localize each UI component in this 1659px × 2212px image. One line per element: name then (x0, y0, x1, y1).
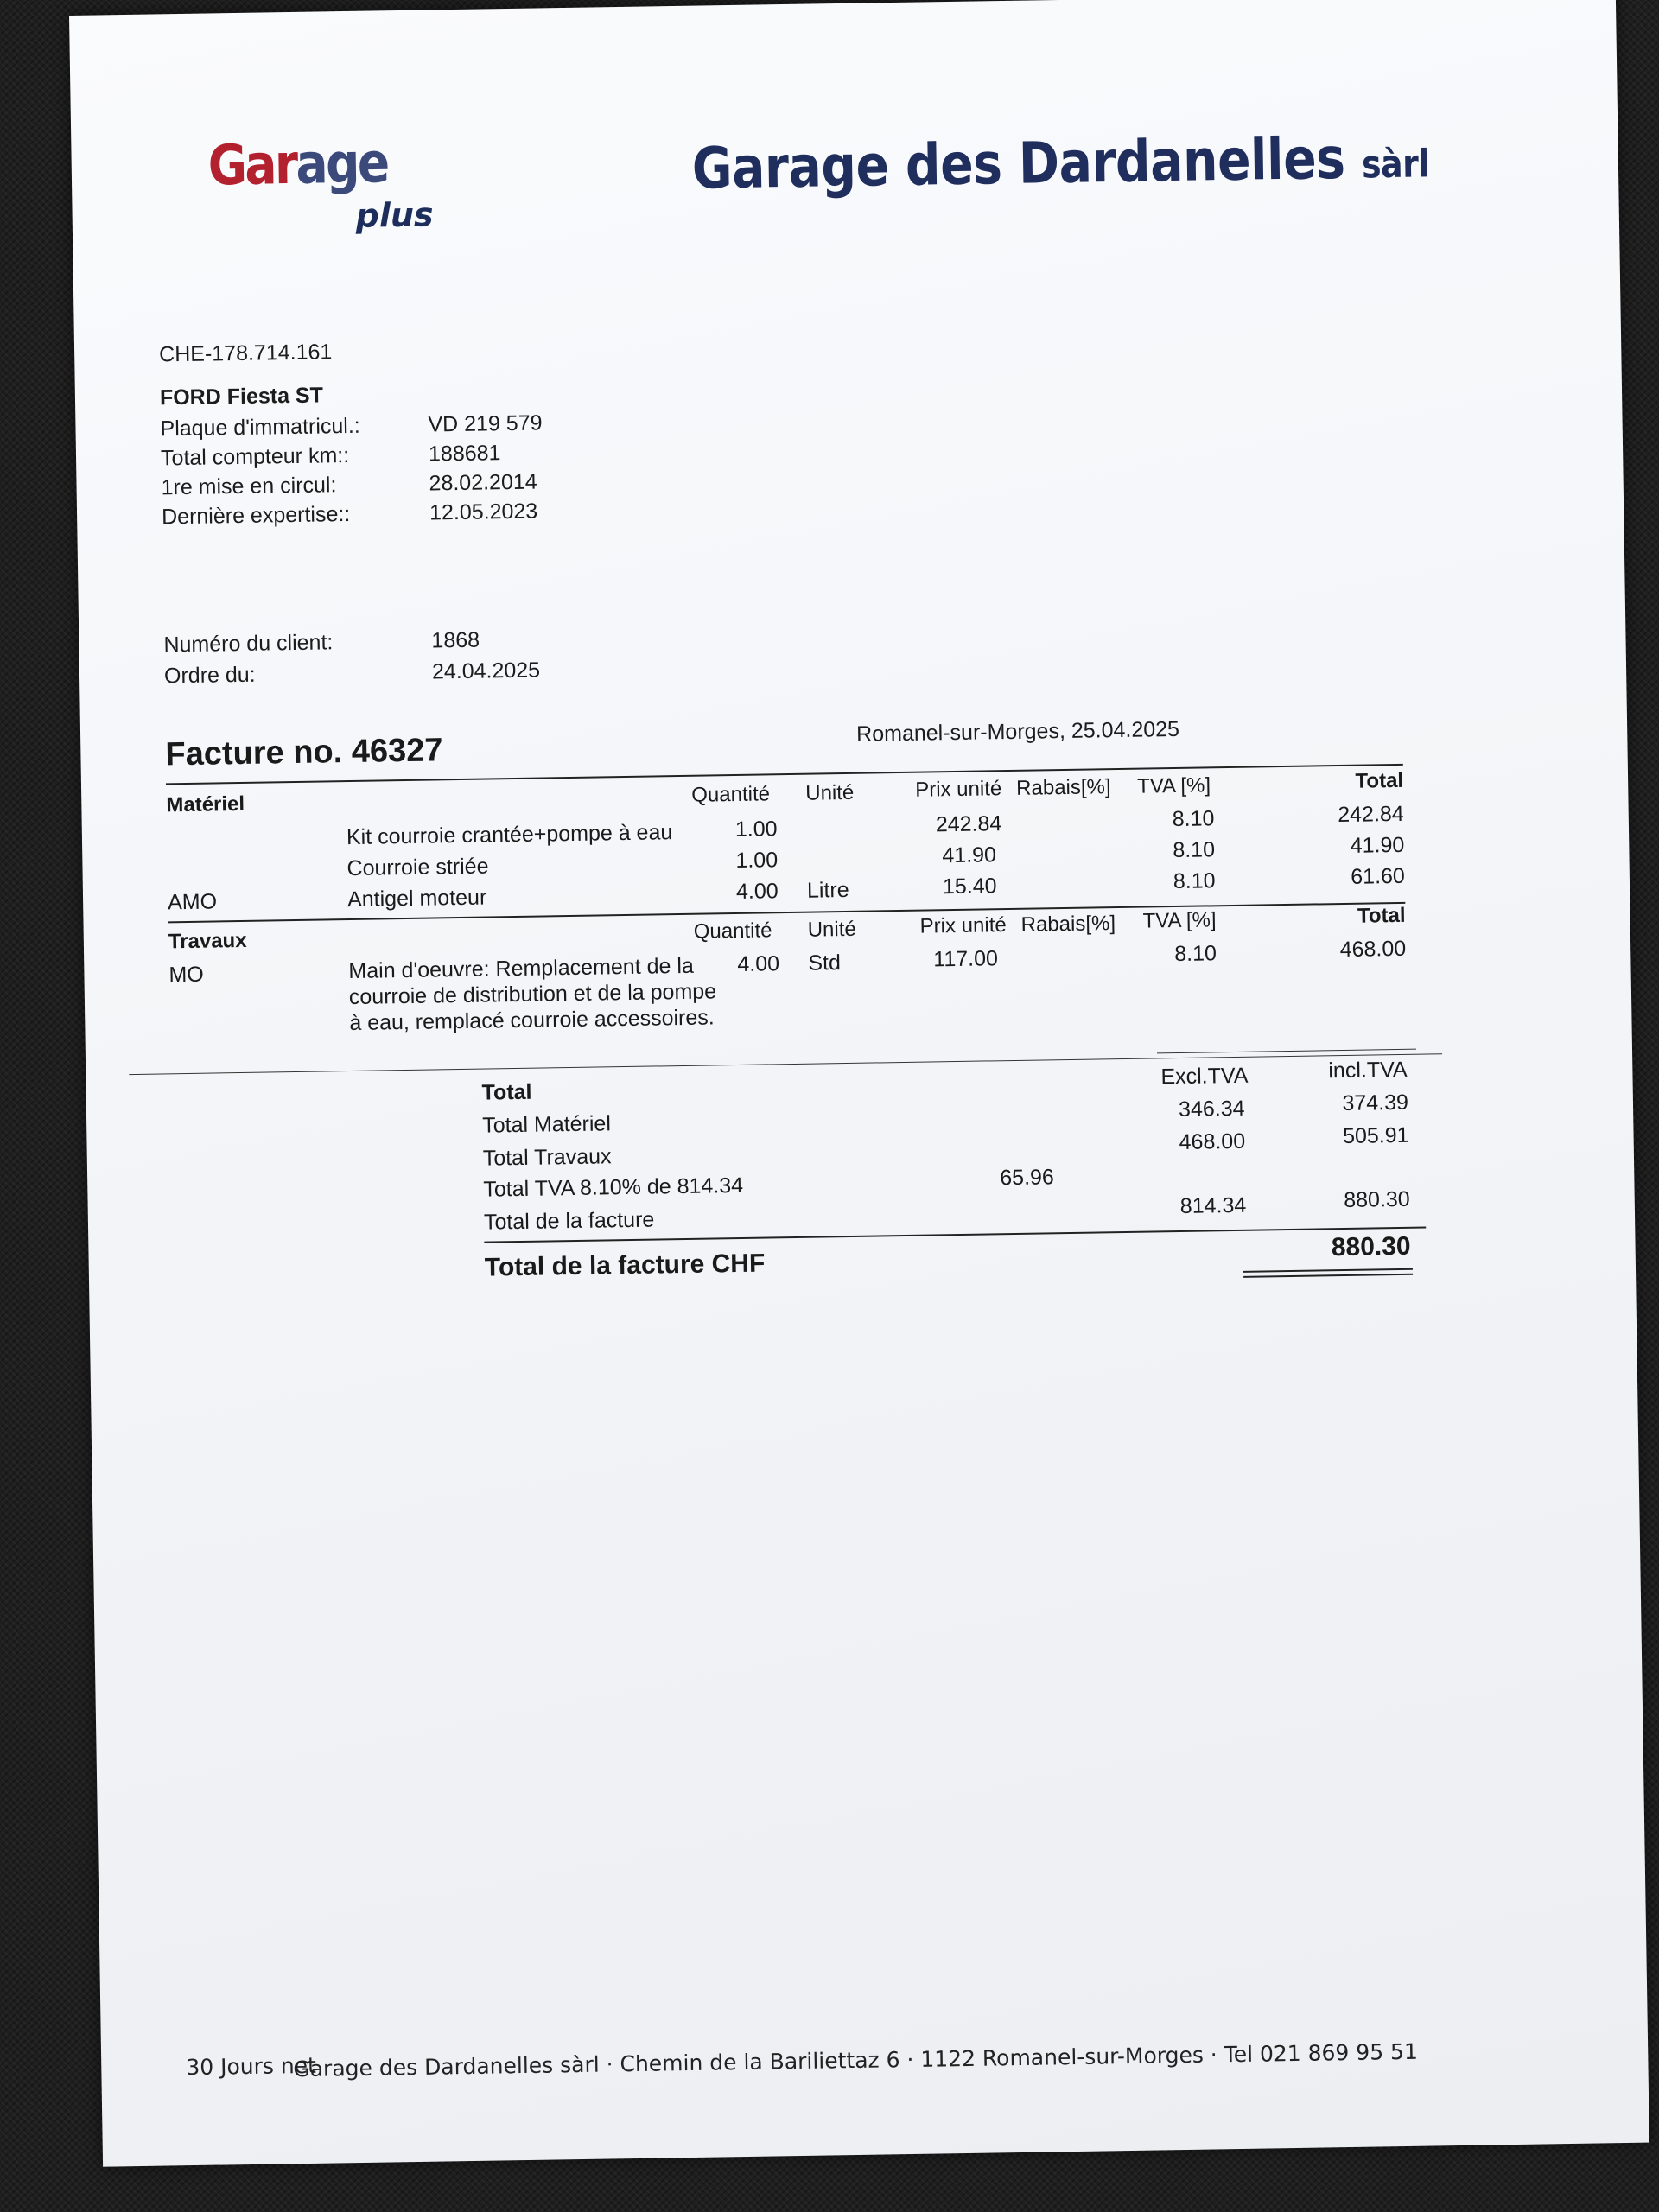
totals-excl-label: Excl.TVA (1160, 1063, 1249, 1090)
travaux-heading: Travaux (168, 928, 247, 954)
travaux-col-prix: Prix unité (919, 913, 1007, 938)
totals-materiel-excl: 346.34 (1178, 1096, 1245, 1122)
invoice-paper (69, 0, 1649, 2167)
vat-number: CHE-178.714.161 (158, 340, 333, 367)
grand-total-value: 880.30 (1331, 1231, 1411, 1262)
invoice-place-date: Romanel-sur-Morges, 25.04.2025 (855, 716, 1180, 747)
materiel-row2-price: 41.90 (942, 842, 997, 868)
grand-total-label: Total de la facture CHF (484, 1249, 766, 1282)
col-prix: Prix unité (914, 777, 1002, 802)
travaux-row1-total: 468.00 (1339, 936, 1407, 963)
vehicle-value-plate: VD 219 579 (428, 410, 543, 437)
totals-tva-label: Total TVA 8.10% de 814.34 (483, 1173, 744, 1202)
col-tva: TVA [%] (1136, 773, 1211, 798)
travaux-col-rabais: Rabais[%] (1020, 912, 1116, 937)
materiel-row3-tva: 8.10 (1173, 868, 1216, 894)
totals-tva-amount: 65.96 (1000, 1165, 1055, 1191)
col-unite: Unité (805, 780, 855, 805)
totals-incl-label: incl.TVA (1328, 1057, 1408, 1084)
materiel-row3-qty: 4.00 (735, 879, 779, 904)
materiel-heading: Matériel (166, 791, 245, 817)
materiel-row3-total: 61.60 (1351, 863, 1406, 889)
travaux-col-unite: Unité (807, 917, 856, 942)
materiel-row1-price: 242.84 (935, 811, 1002, 837)
travaux-row1-desc: Main d'oeuvre: Remplacement de la courroie de distribution et de la pompe à eau, remplacé courroie accessoires. (348, 953, 717, 1036)
footer-terms: 30 Jours net (186, 2052, 317, 2081)
materiel-row3-desc: Antigel moteur (346, 885, 487, 912)
client-label-order: Ordre du: (163, 662, 256, 689)
materiel-row3-unit: Litre (806, 877, 849, 903)
travaux-col-total: Total (1357, 903, 1406, 928)
vehicle-value-inspection: 12.05.2023 (429, 499, 538, 525)
logo-part2: age (295, 131, 389, 197)
travaux-col-quantite: Quantité (693, 918, 772, 944)
materiel-row3-code: AMO (167, 889, 218, 915)
totals-heading: Total (481, 1079, 532, 1105)
logo-plus: plus (355, 195, 434, 235)
vehicle-model: FORD Fiesta ST (159, 383, 324, 410)
vehicle-label-km: Total compteur km:: (160, 442, 350, 471)
vehicle-value-first-reg: 28.02.2014 (429, 469, 537, 496)
materiel-row1-desc: Kit courroie crantée+pompe à eau (346, 820, 673, 850)
totals-invoice-label: Total de la facture (483, 1207, 655, 1235)
materiel-row2-tva: 8.10 (1173, 837, 1216, 863)
materiel-row3-price: 15.40 (942, 874, 997, 899)
company-title (691, 124, 1429, 201)
garage-logo (207, 131, 388, 198)
footer-address: Garage des Dardanelles sàrl · Chemin de la Bariliettaz 6 · 1122 Romanel-sur-Morges · Tel 021 869 95 51 (293, 2038, 1419, 2082)
travaux-row1-qty: 4.00 (737, 951, 780, 976)
col-total: Total (1355, 768, 1404, 793)
vehicle-label-inspection: Dernière expertise:: (161, 501, 351, 530)
vehicle-value-km: 188681 (428, 441, 501, 467)
materiel-row2-desc: Courroie striée (346, 854, 489, 881)
totals-travaux-label: Total Travaux (482, 1144, 612, 1171)
materiel-row2-total: 41.90 (1350, 832, 1405, 858)
company-name: Garage des Dardanelles (691, 124, 1346, 202)
company-suffix: sàrl (1361, 142, 1430, 188)
travaux-col-tva: TVA [%] (1142, 908, 1217, 933)
vehicle-label-first-reg: 1re mise en circul: (161, 473, 337, 500)
client-value-order: 24.04.2025 (431, 658, 541, 684)
col-quantite: Quantité (691, 782, 771, 807)
grand-total-underline-1 (1243, 1268, 1413, 1273)
travaux-row1-tva: 8.10 (1173, 941, 1217, 967)
materiel-row1-tva: 8.10 (1172, 806, 1215, 832)
vehicle-label-plate: Plaque d'immatricul.: (160, 413, 360, 442)
client-label-number: Numéro du client: (163, 630, 334, 658)
logo-part1: Gar (207, 132, 297, 199)
materiel-row1-total: 242.84 (1338, 801, 1404, 828)
totals-top-rule-right (1157, 1049, 1416, 1054)
totals-materiel-incl: 374.39 (1342, 1090, 1409, 1116)
totals-materiel-label: Total Matériel (482, 1111, 612, 1138)
travaux-row1-code: MO (168, 962, 204, 988)
invoice-title: Facture no. 46327 (165, 732, 443, 773)
travaux-row1-price: 117.00 (933, 946, 999, 972)
totals-invoice-excl: 814.34 (1179, 1192, 1247, 1218)
materiel-row2-qty: 1.00 (735, 848, 779, 874)
client-value-number: 1868 (431, 627, 480, 653)
totals-travaux-excl: 468.00 (1179, 1128, 1246, 1154)
travaux-row1-unit: Std (808, 950, 842, 976)
totals-invoice-incl: 880.30 (1344, 1186, 1410, 1212)
grand-total-underline-2 (1243, 1274, 1413, 1278)
materiel-row1-qty: 1.00 (734, 817, 778, 842)
col-rabais: Rabais[%] (1015, 775, 1111, 800)
totals-travaux-incl: 505.91 (1342, 1122, 1409, 1149)
